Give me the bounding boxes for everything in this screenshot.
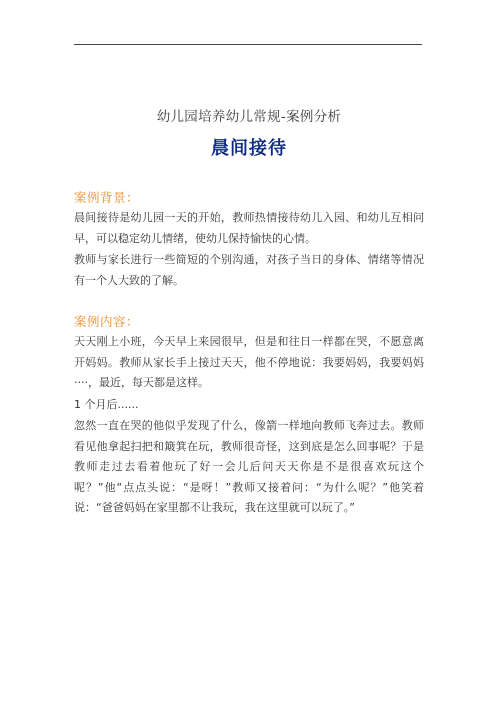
paragraph: 晨间接待是幼儿园一天的开始，教师热情接待幼儿入园、和幼儿互相问早，可以稳定幼儿情绪，使幼儿保持愉快的心情。 (74, 211, 424, 245)
document-content (74, 106, 424, 519)
section-heading-content: 案例内容： (74, 314, 140, 329)
document-title: 晨间接待 (211, 138, 287, 159)
section-content (74, 312, 424, 519)
paragraph: 天天刚上小班，今天早上来园很早，但是和往日一样都在哭，不愿意离开妈妈。教师从家长手上接过天天，他不停地说：我要妈妈，我要妈妈····，最近，每天都是这样。 (74, 335, 424, 389)
paragraph: 1 个月后...... (74, 397, 139, 411)
document-subtitle: 幼儿园培养幼儿常规-案例分析 (156, 109, 342, 125)
paragraph: 教师与家长进行一些简短的个别沟通，对孩子当日的身体、情绪等情况有一个人大致的了解。 (74, 253, 424, 287)
header-rule (74, 44, 422, 45)
paragraph: 忽然一直在哭的他似乎发现了什么，像箭一样地向教师飞奔过去。教师看见他拿起扫把和簸箕在玩，教师很奇怪，这到底是怎么回事呢？于是教师走过去看着他玩了好一会儿后问天天你是不是很喜欢玩这个呢？”他“点点头说：“是呀！”教师又接着问：“为什么呢？”他笑着说：“爸爸妈妈在家里都不让我玩，我在这里就可以玩了。” (74, 419, 424, 514)
section-heading-background: 案例背景： (74, 190, 140, 205)
section-background (74, 188, 424, 291)
